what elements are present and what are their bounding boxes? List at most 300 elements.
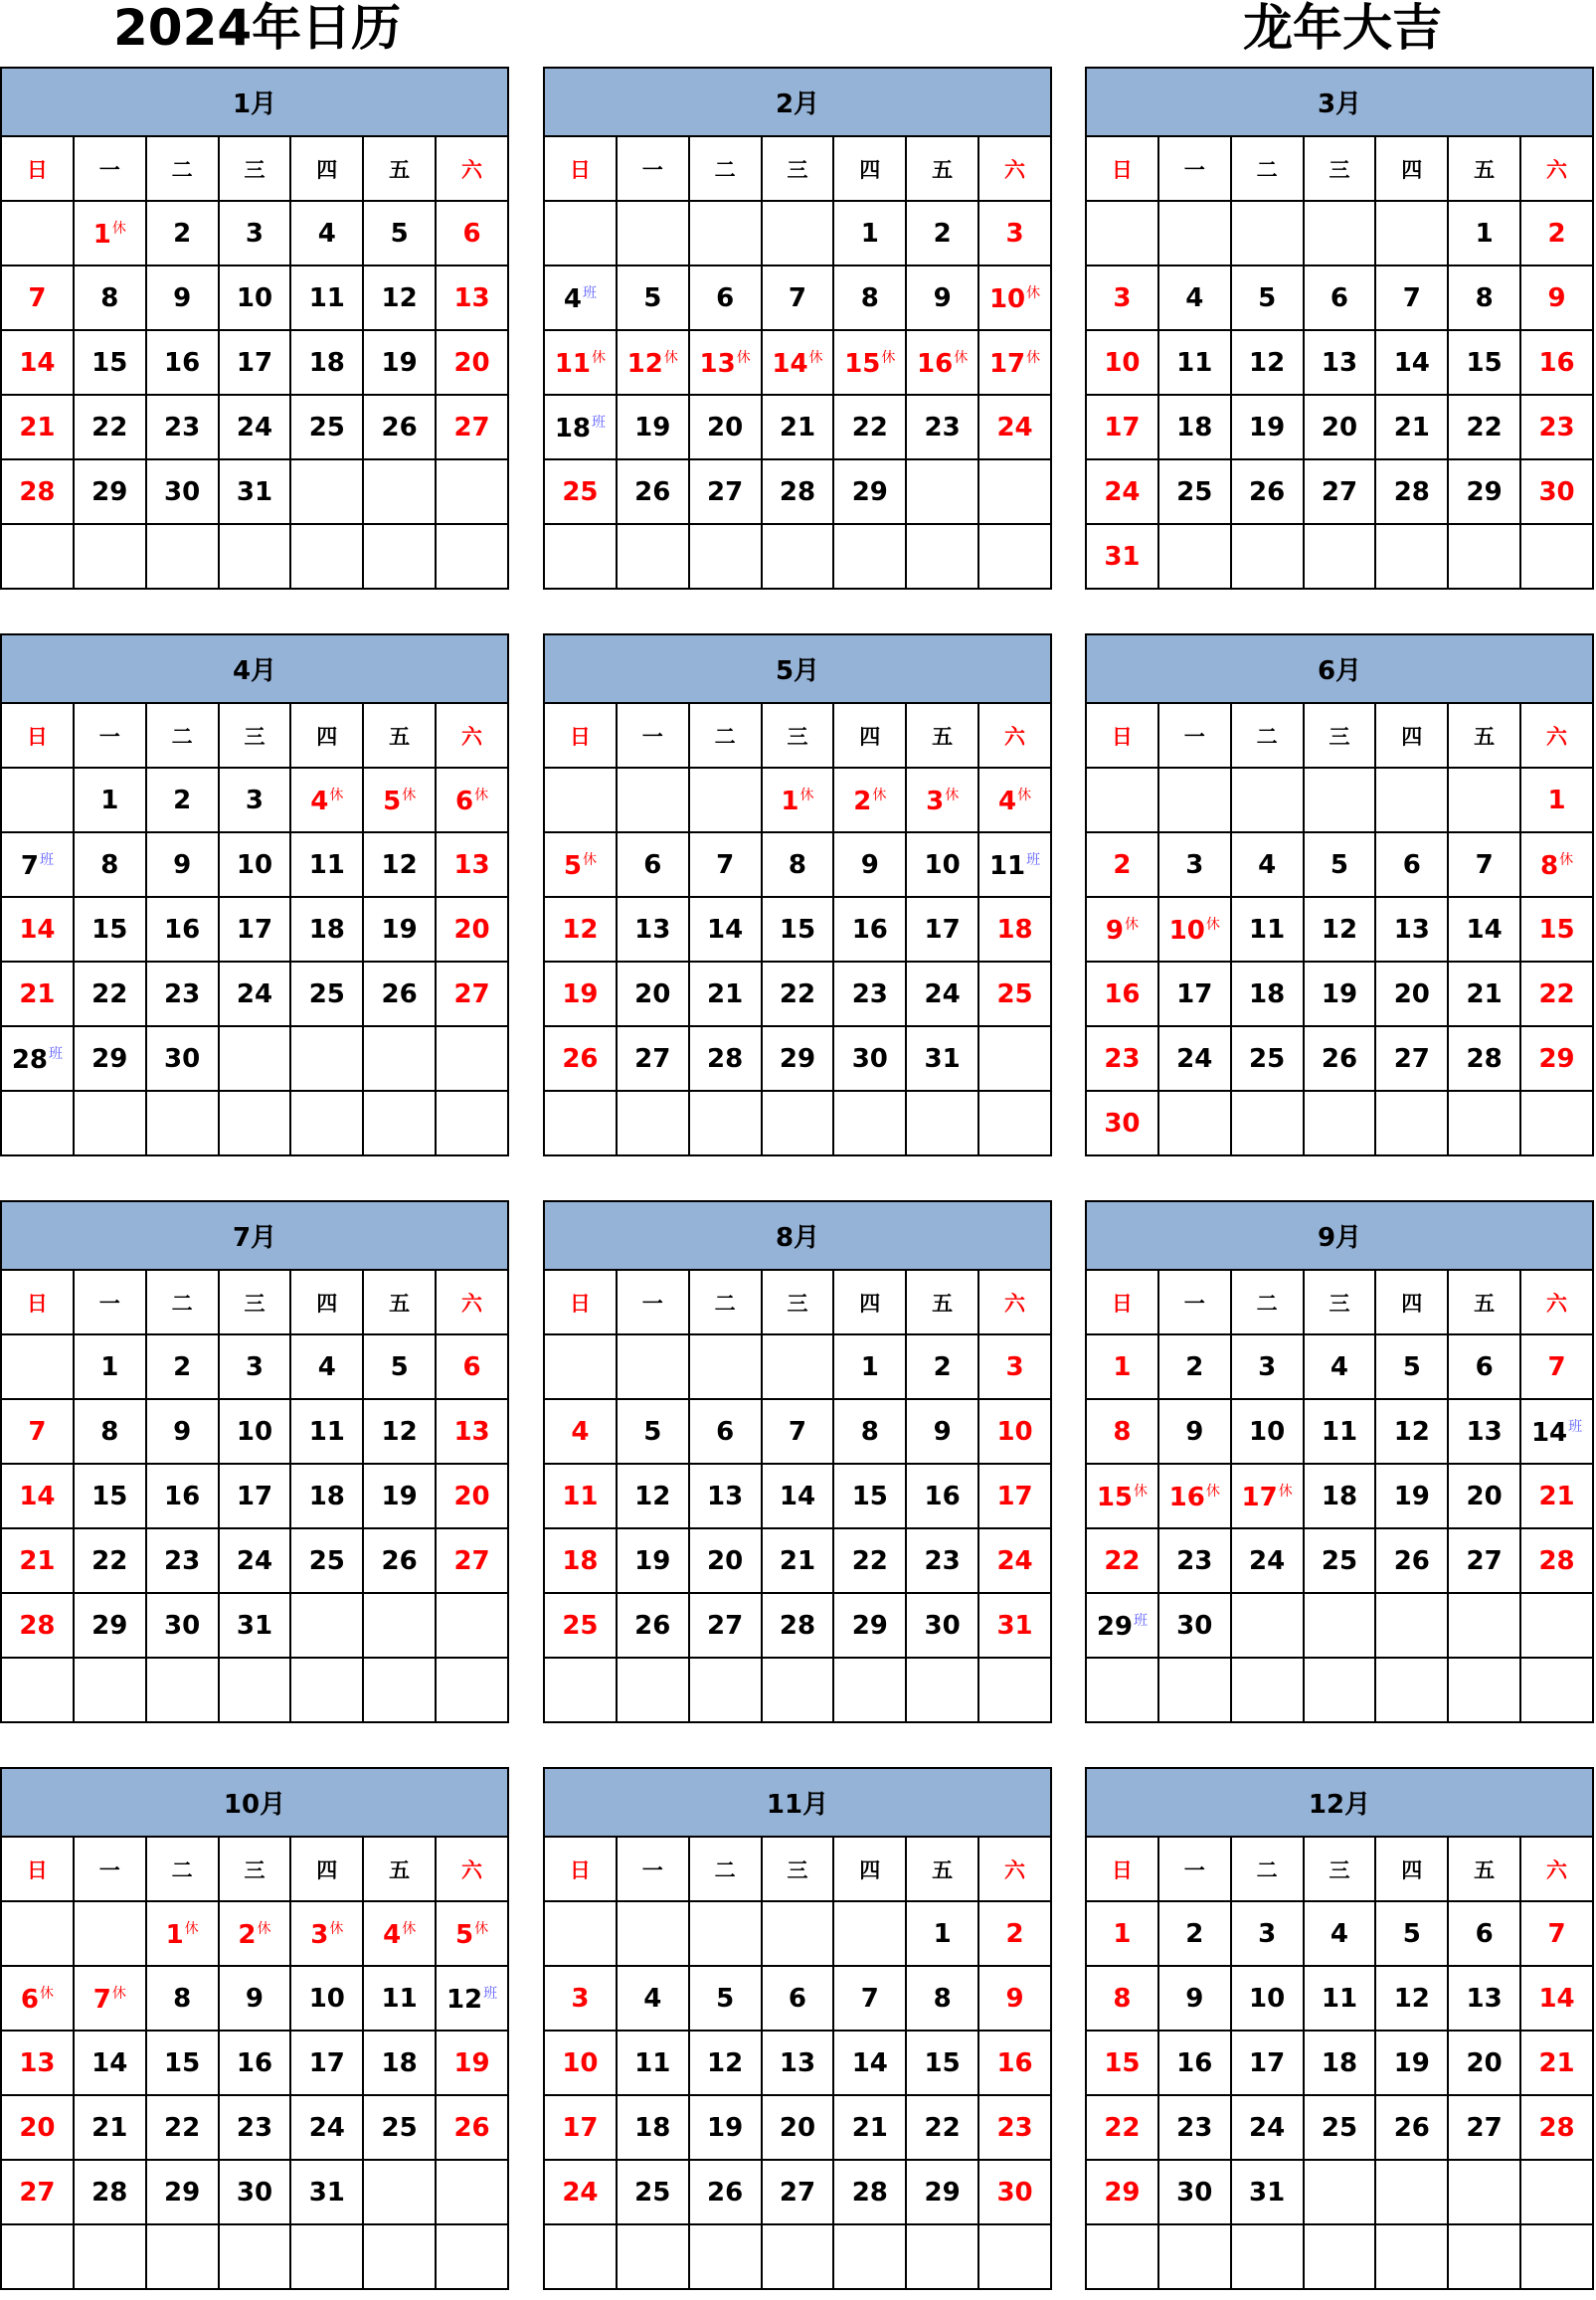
day-number: 19 (1393, 1481, 1430, 1511)
day-cell (219, 459, 291, 524)
day-cell (1375, 2031, 1448, 2095)
day-number: 12 (1249, 347, 1286, 378)
day-cell (1304, 1528, 1376, 1593)
day-number: 3 (1258, 1918, 1277, 1949)
day-cell (1086, 1464, 1158, 1528)
day-cell (1231, 962, 1304, 1026)
day-cell (689, 962, 762, 1026)
weekday-header: 日 (1086, 1270, 1158, 1334)
day-cell (544, 1593, 617, 1658)
weekday-header: 四 (290, 1270, 363, 1334)
weekday-header: 六 (978, 703, 1051, 768)
day-number: 10 (236, 1416, 273, 1447)
empty-cell (544, 1901, 617, 1966)
day-cell (1086, 524, 1158, 589)
day-number: 3 (245, 1351, 264, 1382)
day-number: 13 (779, 2047, 816, 2078)
day-number: 4 (997, 786, 1017, 816)
day-cell (1448, 1528, 1520, 1593)
day-cell (1448, 1464, 1520, 1528)
day-number: 17 (924, 914, 961, 945)
day-cell (1304, 832, 1376, 897)
day-cell (1520, 768, 1593, 832)
day-number: 1 (781, 786, 799, 816)
day-cell (544, 2031, 617, 2095)
day-cell (1231, 1966, 1304, 2031)
day-number: 14 (1530, 1417, 1568, 1448)
day-number: 19 (634, 412, 671, 442)
empty-cell (146, 1091, 219, 1155)
empty-cell (544, 1658, 617, 1722)
day-cell (1158, 2160, 1231, 2224)
day-number: 1 (92, 219, 111, 250)
day-number: 10 (1104, 347, 1141, 378)
day-number: 27 (453, 1545, 490, 1576)
day-cell (1158, 962, 1231, 1026)
day-cell (219, 2031, 291, 2095)
day-cell (1231, 897, 1304, 962)
day-number: 5 (390, 1351, 409, 1382)
day-cell (1, 1464, 74, 1528)
day-cell (74, 1966, 146, 2031)
weekday-header: 六 (1520, 703, 1593, 768)
weekday-header: 六 (1520, 1270, 1593, 1334)
day-number: 23 (996, 2112, 1033, 2143)
day-number: 5 (390, 218, 409, 249)
day-cell (906, 2095, 978, 2160)
empty-cell (1448, 768, 1520, 832)
weekday-header: 一 (617, 1270, 689, 1334)
day-cell (436, 265, 508, 330)
empty-cell (1375, 2160, 1448, 2224)
day-number: 3 (1258, 1351, 1277, 1382)
day-number: 22 (851, 412, 888, 442)
day-cell (689, 2160, 762, 2224)
day-cell (1, 1399, 74, 1464)
day-cell (617, 2160, 689, 2224)
day-number: 12 (381, 1416, 418, 1447)
holiday-rest-mark: 休 (39, 1985, 54, 2002)
day-number: 6 (716, 1416, 735, 1447)
day-number: 4 (317, 218, 336, 249)
day-cell (74, 2095, 146, 2160)
day-number: 28 (19, 1610, 56, 1641)
day-number: 30 (924, 1610, 961, 1641)
month-title: 3月 (1086, 68, 1593, 136)
day-cell (290, 1399, 363, 1464)
empty-cell (436, 1658, 508, 1722)
day-cell (1520, 1399, 1593, 1464)
day-number: 25 (562, 1610, 599, 1641)
day-number: 26 (381, 978, 418, 1009)
day-cell (1375, 897, 1448, 962)
day-number: 13 (1466, 1416, 1503, 1447)
day-cell (833, 768, 906, 832)
empty-cell (290, 1091, 363, 1155)
empty-cell (1520, 1091, 1593, 1155)
day-cell (617, 2095, 689, 2160)
empty-cell (617, 1901, 689, 1966)
day-number: 13 (1466, 1983, 1503, 2014)
weekday-header: 四 (833, 1270, 906, 1334)
day-number: 20 (779, 2112, 816, 2143)
empty-cell (906, 1658, 978, 1722)
day-cell (1375, 265, 1448, 330)
day-number: 3 (926, 786, 945, 816)
weekday-header: 三 (219, 136, 291, 201)
day-number: 17 (1104, 412, 1141, 442)
day-cell (544, 459, 617, 524)
day-number: 20 (453, 1481, 490, 1511)
day-cell (833, 1593, 906, 1658)
day-number: 3 (245, 218, 264, 249)
day-cell (833, 1966, 906, 2031)
day-cell (1086, 1528, 1158, 1593)
day-number: 14 (19, 1481, 56, 1511)
page-title: 2024年日历 (113, 0, 402, 57)
day-cell (833, 2160, 906, 2224)
day-cell (1158, 897, 1231, 962)
day-number: 28 (707, 1043, 744, 1074)
day-cell (219, 201, 291, 265)
day-number: 7 (860, 1983, 879, 2014)
weekday-header: 六 (436, 136, 508, 201)
day-cell (544, 1966, 617, 2031)
day-cell (1, 962, 74, 1026)
day-number: 26 (381, 412, 418, 442)
day-cell (146, 897, 219, 962)
empty-cell (74, 1091, 146, 1155)
day-number: 29 (91, 1043, 128, 1074)
empty-cell (978, 1026, 1051, 1091)
day-number: 19 (1321, 978, 1358, 1009)
empty-cell (290, 1658, 363, 1722)
empty-cell (1448, 1593, 1520, 1658)
day-number: 20 (1393, 978, 1430, 1009)
day-cell (978, 962, 1051, 1026)
day-cell (1086, 1593, 1158, 1658)
day-cell (436, 1901, 508, 1966)
day-cell (1158, 1464, 1231, 1528)
day-cell (1304, 2031, 1376, 2095)
day-number: 29 (1466, 476, 1503, 507)
day-number: 21 (19, 1545, 56, 1576)
day-number: 28 (1538, 1545, 1575, 1576)
day-number: 30 (164, 1043, 201, 1074)
day-number: 7 (1475, 849, 1494, 880)
weekday-header: 四 (290, 136, 363, 201)
day-cell (906, 1901, 978, 1966)
day-cell (906, 330, 978, 395)
day-cell (544, 1464, 617, 1528)
day-cell (617, 1026, 689, 1091)
day-cell (219, 395, 291, 459)
day-number: 22 (164, 2112, 201, 2143)
day-cell (689, 1593, 762, 1658)
day-cell (290, 1334, 363, 1399)
empty-cell (1304, 2224, 1376, 2289)
day-number: 14 (19, 347, 56, 378)
day-number: 13 (453, 849, 490, 880)
weekday-header: 六 (436, 1270, 508, 1334)
day-number: 3 (1113, 282, 1132, 313)
day-cell (1, 1026, 74, 1091)
day-cell (906, 962, 978, 1026)
day-number: 3 (245, 785, 264, 815)
day-number: 6 (454, 786, 474, 816)
empty-cell (689, 1091, 762, 1155)
workday-mark: 班 (592, 414, 607, 431)
day-cell (146, 1334, 219, 1399)
holiday-rest-mark: 休 (184, 1920, 199, 1937)
day-cell (219, 1593, 291, 1658)
day-cell (762, 1528, 834, 1593)
day-cell (290, 330, 363, 395)
empty-cell (363, 2224, 436, 2289)
day-cell (906, 265, 978, 330)
day-number: 19 (1249, 412, 1286, 442)
day-cell (74, 1528, 146, 1593)
day-number: 21 (779, 1545, 816, 1576)
day-number: 9 (860, 849, 879, 880)
weekday-header: 六 (1520, 136, 1593, 201)
day-cell (1375, 962, 1448, 1026)
weekday-header: 一 (74, 1837, 146, 1901)
day-cell (1375, 395, 1448, 459)
day-cell (1086, 395, 1158, 459)
day-number: 16 (851, 914, 888, 945)
day-cell (833, 962, 906, 1026)
day-number: 5 (643, 282, 662, 313)
day-number: 19 (634, 1545, 671, 1576)
day-number: 18 (1321, 1481, 1358, 1511)
month-calendar (1085, 1200, 1594, 1723)
day-cell (219, 1464, 291, 1528)
day-number: 10 (924, 849, 961, 880)
day-number: 5 (1402, 1351, 1421, 1382)
day-number: 23 (236, 2112, 273, 2143)
day-cell (762, 2031, 834, 2095)
day-number: 2 (933, 1351, 952, 1382)
day-cell (762, 897, 834, 962)
day-cell (1158, 1026, 1231, 1091)
day-cell (1, 2160, 74, 2224)
month-calendar (0, 67, 509, 590)
day-number: 23 (1176, 2112, 1213, 2143)
day-number: 19 (453, 2047, 490, 2078)
day-number: 16 (164, 347, 201, 378)
day-number: 2 (1005, 1918, 1024, 1949)
day-cell (1304, 330, 1376, 395)
empty-cell (436, 1026, 508, 1091)
day-number: 27 (1393, 1043, 1430, 1074)
day-cell (833, 330, 906, 395)
day-number: 15 (91, 914, 128, 945)
day-cell (74, 832, 146, 897)
weekday-header: 四 (1375, 703, 1448, 768)
empty-cell (689, 1901, 762, 1966)
day-number: 12 (381, 849, 418, 880)
day-cell (906, 395, 978, 459)
day-cell (436, 2095, 508, 2160)
empty-cell (1448, 2160, 1520, 2224)
day-cell (906, 201, 978, 265)
empty-cell (363, 1593, 436, 1658)
weekday-header: 六 (436, 703, 508, 768)
day-cell (1231, 265, 1304, 330)
day-cell (363, 1901, 436, 1966)
day-cell (1158, 2095, 1231, 2160)
day-cell (1231, 2160, 1304, 2224)
day-number: 13 (453, 282, 490, 313)
day-cell (762, 330, 834, 395)
day-number: 29 (851, 476, 888, 507)
day-cell (1520, 201, 1593, 265)
day-cell (689, 2095, 762, 2160)
month-calendar (1085, 1767, 1594, 2290)
weekday-header: 三 (1304, 136, 1376, 201)
day-number: 15 (1538, 914, 1575, 945)
weekday-header: 六 (436, 1837, 508, 1901)
day-cell (833, 832, 906, 897)
day-number: 15 (851, 1481, 888, 1511)
day-cell (74, 1399, 146, 1464)
day-number: 26 (634, 1610, 671, 1641)
empty-cell (1086, 1658, 1158, 1722)
day-cell (436, 1528, 508, 1593)
day-number: 6 (1475, 1351, 1494, 1382)
holiday-rest-mark: 休 (799, 787, 814, 803)
weekday-header: 五 (906, 136, 978, 201)
day-cell (1304, 265, 1376, 330)
day-number: 27 (707, 476, 744, 507)
weekday-header: 日 (544, 136, 617, 201)
day-number: 15 (1104, 2047, 1141, 2078)
day-cell (1448, 1334, 1520, 1399)
day-number: 12 (707, 2047, 744, 2078)
day-cell (1520, 1334, 1593, 1399)
day-number: 27 (19, 2177, 56, 2208)
empty-cell (1304, 1658, 1376, 1722)
empty-cell (1375, 201, 1448, 265)
day-number: 29 (164, 2177, 201, 2208)
day-number: 21 (91, 2112, 128, 2143)
day-number: 10 (236, 282, 273, 313)
day-cell (906, 1334, 978, 1399)
day-number: 24 (236, 978, 273, 1009)
empty-cell (1448, 1658, 1520, 1722)
day-number: 18 (308, 914, 345, 945)
day-number: 5 (383, 786, 402, 816)
day-cell (363, 330, 436, 395)
day-number: 3 (571, 1983, 590, 2014)
day-number: 18 (381, 2047, 418, 2078)
day-number: 27 (779, 2177, 816, 2208)
day-cell (978, 768, 1051, 832)
day-number: 9 (1005, 1983, 1024, 2014)
day-cell (1086, 1026, 1158, 1091)
empty-cell (1231, 1658, 1304, 1722)
day-number: 23 (1176, 1545, 1213, 1576)
day-number: 19 (707, 2112, 744, 2143)
day-number: 22 (924, 2112, 961, 2143)
day-cell (689, 1528, 762, 1593)
day-cell (74, 459, 146, 524)
day-number: 4 (571, 1416, 590, 1447)
month-calendar (543, 1767, 1052, 2290)
empty-cell (833, 1091, 906, 1155)
weekday-header: 日 (1, 1270, 74, 1334)
day-cell (833, 1334, 906, 1399)
holiday-rest-mark: 休 (808, 349, 823, 366)
empty-cell (363, 1026, 436, 1091)
empty-cell (1086, 2224, 1158, 2289)
holiday-rest-mark: 休 (257, 1920, 271, 1937)
day-cell (1086, 1334, 1158, 1399)
day-cell (363, 1464, 436, 1528)
day-number: 24 (924, 978, 961, 1009)
day-number: 30 (164, 1610, 201, 1641)
day-number: 25 (308, 1545, 345, 1576)
day-number: 21 (1538, 2047, 1575, 2078)
day-number: 30 (236, 2177, 273, 2208)
day-cell (219, 1399, 291, 1464)
empty-cell (762, 1334, 834, 1399)
holiday-rest-mark: 休 (881, 349, 896, 366)
empty-cell (1375, 524, 1448, 589)
day-cell (978, 1901, 1051, 1966)
empty-cell (544, 2224, 617, 2289)
day-number: 16 (1104, 978, 1141, 1009)
day-number: 21 (1466, 978, 1503, 1009)
month-title: 8月 (544, 1201, 1051, 1270)
day-cell (1375, 1026, 1448, 1091)
empty-cell (1304, 1593, 1376, 1658)
day-cell (436, 768, 508, 832)
weekday-header: 日 (1, 703, 74, 768)
day-cell (1448, 459, 1520, 524)
empty-cell (544, 768, 617, 832)
empty-cell (762, 1901, 834, 1966)
day-cell (290, 897, 363, 962)
day-number: 8 (1539, 850, 1559, 881)
empty-cell (1, 768, 74, 832)
day-cell (1158, 1528, 1231, 1593)
empty-cell (363, 524, 436, 589)
day-cell (1158, 832, 1231, 897)
day-cell (1304, 459, 1376, 524)
day-cell (762, 2160, 834, 2224)
empty-cell (689, 1334, 762, 1399)
day-number: 9 (933, 282, 952, 313)
day-number: 1 (1475, 218, 1494, 249)
empty-cell (833, 1658, 906, 1722)
day-number: 17 (236, 1481, 273, 1511)
day-number: 18 (308, 347, 345, 378)
day-cell (1, 395, 74, 459)
weekday-header: 三 (1304, 1837, 1376, 1901)
day-number: 7 (20, 850, 39, 881)
day-cell (146, 768, 219, 832)
weekday-header: 四 (290, 1837, 363, 1901)
day-number: 31 (236, 476, 273, 507)
day-number: 7 (28, 282, 47, 313)
day-number: 8 (1475, 282, 1494, 313)
day-number: 23 (851, 978, 888, 1009)
holiday-rest-mark: 休 (1205, 1483, 1220, 1500)
day-number: 18 (308, 1481, 345, 1511)
day-number: 9 (173, 849, 192, 880)
